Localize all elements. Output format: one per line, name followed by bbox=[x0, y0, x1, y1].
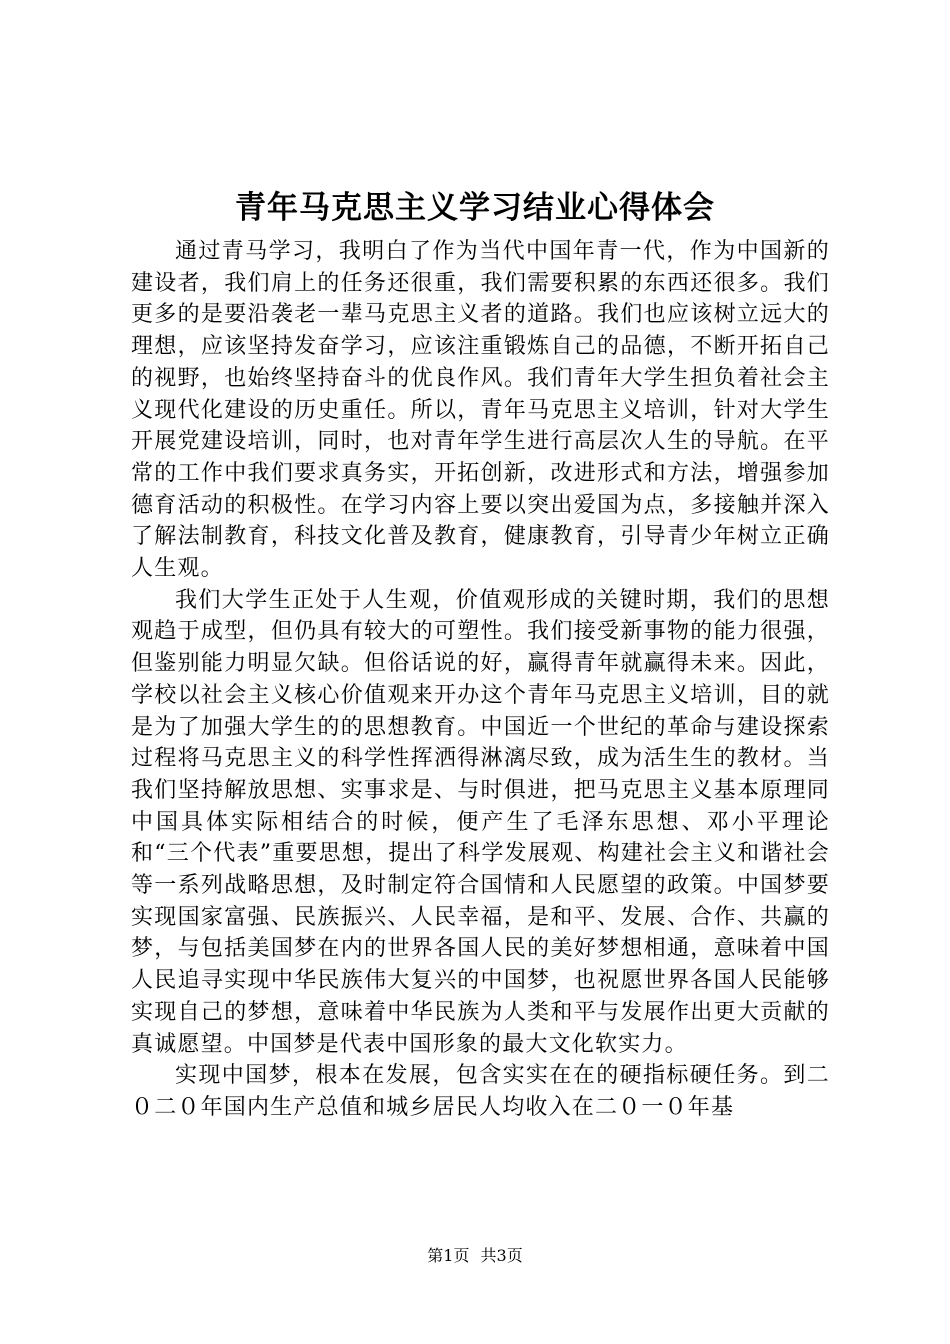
page-total: 共3页 bbox=[480, 1246, 523, 1265]
paragraph-2: 我们大学生正处于人生观，价值观形成的关键时期，我们的思想观趋于成型，但仍具有较大的可塑性。我们接受新事物的能力很强，但鉴别能力明显欠缺。但俗话说的好，赢得青年就赢得未来。因此，学校以社会主义核心价值观来开办这个青年马克思主义培训，目的就是为了加强大学生的的思想教育。中国近一个世纪的革命与建设探索过程将马克思主义的科学性挥洒得淋漓尽致，成为活生生的教材。当我们坚持解放思想、实事求是、与时俱进，把马克思主义基本原理同中国具体实际相结合的时候，便产生了毛泽东思想、邓小平理论和“三个代表”重要思想，提出了科学发展观、构建社会主义和谐社会等一系列战略思想，及时制定符合国情和人民愿望的政策。中国梦要实现国家富强、民族振兴、人民幸福，是和平、发展、合作、共赢的梦，与包括美国梦在内的世界各国人民的美好梦想相通，意味着中国人民追寻实现中华民族伟大复兴的中国梦，也祝愿世界各国人民能够实现自己的梦想，意味着中华民族为人类和平与发展作出更大贡献的真诚愿望。中国梦是代表中国形象的最大文化软实力。 bbox=[131, 587, 830, 1057]
document-body bbox=[131, 236, 830, 1124]
document-title: 青年马克思主义学习结业心得体会 bbox=[235, 190, 715, 226]
page-footer bbox=[0, 1246, 950, 1266]
page-number: 第1页 bbox=[427, 1246, 470, 1265]
paragraph-3: 实现中国梦，根本在发展，包含实实在在的硬指标硬任务。到二０二０年国内生产总值和城乡居民人均收入在二０一０年基 bbox=[131, 1063, 830, 1120]
paragraph-1: 通过青马学习，我明白了作为当代中国年青一代，作为中国新的建设者，我们肩上的任务还很重，我们需要积累的东西还很多。我们更多的是要沿袭老一辈马克思主义者的道路。我们也应该树立远大的理想，应该坚持发奋学习，应该注重锻炼自己的品德，不断开拓自己的视野，也始终坚持奋斗的优良作风。我们青年大学生担负着社会主义现代化建设的历史重任。所以，青年马克思主义培训，针对大学生开展党建设培训，同时，也对青年学生进行高层次人生的导航。在平常的工作中我们要求真务实，开拓创新，改进形式和方法，增强参加德育活动的积极性。在学习内容上要以突出爱国为点，多接触并深入了解法制教育，科技文化普及教育，健康教育，引导青少年树立正确人生观。 bbox=[131, 239, 830, 582]
